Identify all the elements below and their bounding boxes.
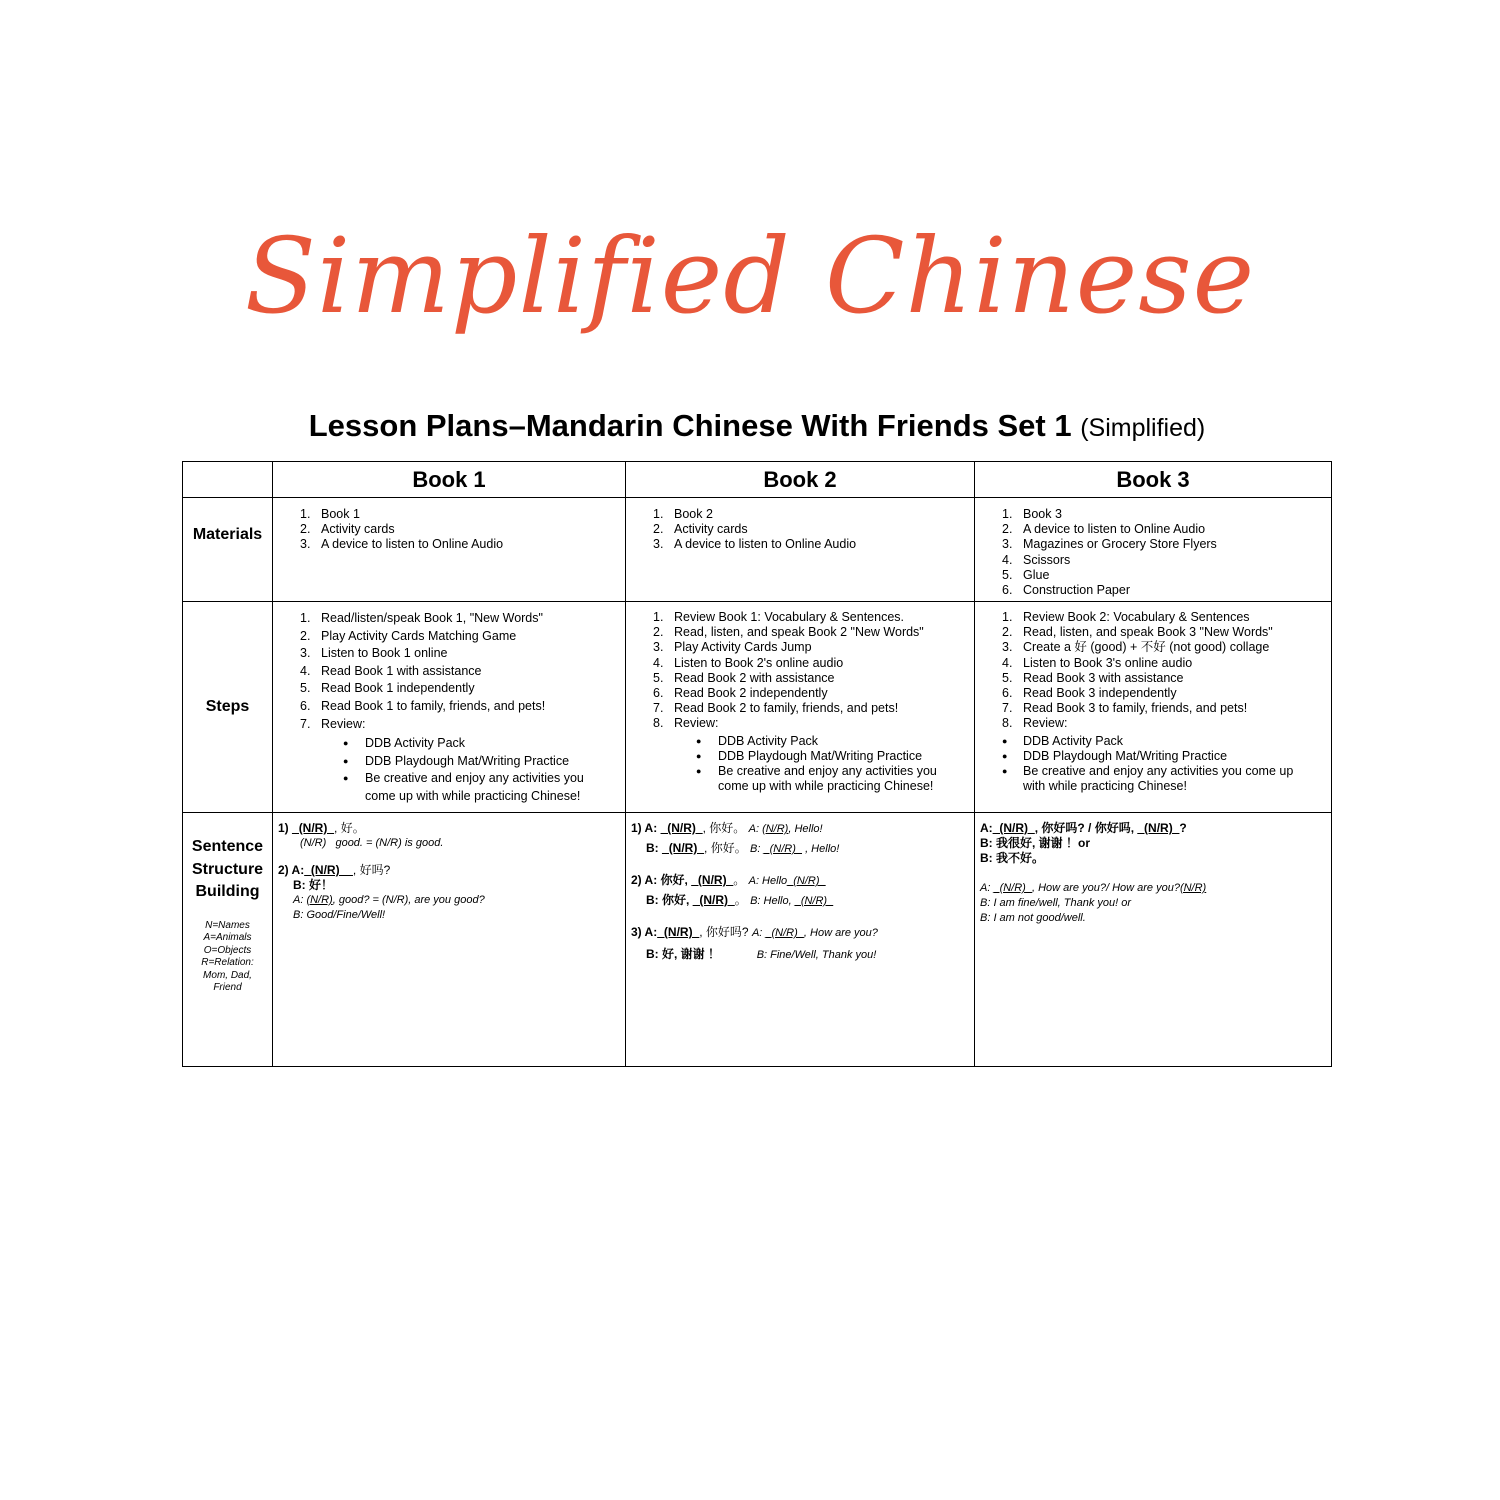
- sentence-line: 3) A:_(N/R)_, 你好吗? A: _(N/R)_, How are you?: [631, 925, 878, 939]
- sentence-line: 2) A:_(N/R)__, 好吗?: [278, 863, 391, 877]
- bullet-item: ● DDB Playdough Mat/Writing Practice: [273, 753, 625, 771]
- sentences-book2: [626, 813, 975, 1067]
- steps-book1: [273, 602, 626, 813]
- steps-book3: [975, 602, 1332, 813]
- bullet-item: ● Be creative and enjoy any activities you come up with while practicing Chinese!: [975, 764, 1331, 794]
- bullet-item: ● DDB Activity Pack: [273, 735, 625, 753]
- materials-book2: [626, 498, 975, 602]
- list-item: 5. Glue: [1002, 567, 1050, 582]
- bullet-item: ● DDB Playdough Mat/Writing Practice: [626, 749, 974, 764]
- list-item: 1. Review Book 2: Vocabulary & Sentences: [1002, 610, 1250, 624]
- column-header-book3: Book 3: [975, 462, 1332, 498]
- list-item: 3. Create a 好 (good) + 不好 (not good) collage: [1002, 640, 1270, 655]
- sentence-line: B: 好！: [293, 878, 333, 892]
- sentence-line: 1) A: _(N/R)_, 你好。 A: (N/R), Hello!: [631, 821, 823, 835]
- sentence-line: B: 我很好, 谢谢 ！or: [980, 836, 1090, 850]
- list-item: 4. Scissors: [1002, 552, 1071, 567]
- abbreviation-legend: N=Names A=Animals O=Objects R=Relation: Mom, Dad, Friend: [201, 919, 254, 994]
- page-heading: Simplified Chinese: [244, 215, 1256, 337]
- sentence-line: B: 你好, _(N/R)_。 B: Hello, _(N/R)_: [646, 893, 834, 907]
- sentences-book1: [273, 813, 626, 1067]
- sentence-translation: A: _(N/R)_, How are you?/ How are you?(N/R): [980, 882, 1207, 894]
- list-item: 6. Construction Paper: [1002, 583, 1131, 598]
- steps-book2: [626, 602, 975, 813]
- list-item: 5. Read Book 3 with assistance: [1002, 670, 1184, 685]
- materials-book3: [975, 498, 1332, 602]
- list-item: 2. Read, listen, and speak Book 2 "New Words": [653, 625, 924, 640]
- bullet-item: ● Be creative and enjoy any activities you come up with while practicing Chinese!: [273, 770, 625, 805]
- list-item: 3. Listen to Book 1 online: [300, 646, 448, 661]
- sentence-line: B: 好, 谢谢 ！ B: Fine/Well, Thank you!: [646, 947, 877, 961]
- list-item: 6. Read Book 2 independently: [653, 686, 828, 701]
- sentence-label-line: Structure: [191, 860, 264, 878]
- list-item: 7. Read Book 2 to family, friends, and pets!: [653, 701, 899, 716]
- list-item: 2. Activity cards: [300, 522, 395, 537]
- list-item: 4. Read Book 1 with assistance: [300, 663, 482, 678]
- corner-cell: [183, 462, 273, 498]
- sentence-line: A:_(N/R)_, 你好吗? / 你好吗, _(N/R)_?: [980, 821, 1187, 835]
- steps-label: Steps: [183, 602, 273, 813]
- list-item: 1. Book 2: [653, 507, 713, 521]
- sentence-line: 2) A: 你好, _(N/R)_。 A: Hello_(N/R)_: [631, 873, 826, 887]
- sentence-line: B: _(N/R)_, 你好。 B: _(N/R)_ , Hello!: [646, 841, 840, 855]
- sentence-line: 1) _(N/R)_, 好。: [278, 821, 365, 835]
- list-item: 3. A device to listen to Online Audio: [300, 537, 504, 552]
- list-item: 4. Listen to Book 3's online audio: [1002, 655, 1193, 670]
- sentences-book3: [975, 813, 1332, 1067]
- sentence-translation: B: I am not good/well.: [980, 912, 1086, 924]
- sentence-label-line: Building: [195, 883, 260, 901]
- list-item: 7. Review:: [300, 716, 366, 731]
- materials-label: Materials: [183, 498, 273, 602]
- list-item: 3. Magazines or Grocery Store Flyers: [1002, 537, 1217, 552]
- column-header-book2: Book 2: [626, 462, 975, 498]
- document-title-main: Lesson Plans–Mandarin Chinese With Friends Set 1: [308, 408, 1072, 443]
- list-item: 6. Read Book 1 to family, friends, and pets!: [300, 698, 546, 713]
- list-item: 2. A device to listen to Online Audio: [1002, 522, 1206, 537]
- lesson-plan-table: [182, 461, 1332, 1067]
- sentence-translation: B: I am fine/well, Thank you! or: [980, 897, 1132, 909]
- list-item: 7. Read Book 3 to family, friends, and pets!: [1002, 701, 1248, 716]
- sentence-translation: A: (N/R), good? = (N/R), are you good?: [293, 894, 485, 906]
- sentence-line: B: 我不好。: [980, 851, 1044, 865]
- list-item: 3. Play Activity Cards Jump: [653, 640, 812, 655]
- list-item: 1. Review Book 1: Vocabulary & Sentences.: [653, 610, 904, 624]
- list-item: 2. Play Activity Cards Matching Game: [300, 628, 517, 643]
- bullet-item: ● DDB Playdough Mat/Writing Practice: [975, 749, 1331, 764]
- column-header-book1: Book 1: [273, 462, 626, 498]
- list-item: 6. Read Book 3 independently: [1002, 686, 1177, 701]
- sentence-label-line: Sentence: [191, 838, 264, 856]
- list-item: 8. Review:: [653, 716, 719, 731]
- document-title-sub: (Simplified): [1080, 414, 1206, 442]
- sentence-translation: (N/R) good. = (N/R) is good.: [300, 837, 444, 849]
- materials-row: [183, 498, 1332, 602]
- table-header-row: [183, 462, 1332, 498]
- list-item: 1. Read/listen/speak Book 1, "New Words": [300, 611, 543, 625]
- bullet-item: ● Be creative and enjoy any activities you come up with while practicing Chinese!: [626, 764, 974, 794]
- materials-book1: [273, 498, 626, 602]
- list-item: 5. Read Book 2 with assistance: [653, 670, 835, 685]
- list-item: 1. Book 1: [300, 507, 360, 521]
- sentence-row: [183, 813, 1332, 1067]
- list-item: 2. Activity cards: [653, 522, 748, 537]
- list-item: 5. Read Book 1 independently: [300, 681, 475, 696]
- list-item: 1. Book 3: [1002, 507, 1062, 521]
- list-item: 4. Listen to Book 2's online audio: [653, 655, 844, 670]
- list-item: 3. A device to listen to Online Audio: [653, 537, 857, 552]
- sentence-label: [183, 813, 273, 1067]
- steps-row: [183, 602, 1332, 813]
- bullet-item: ● DDB Activity Pack: [626, 734, 974, 749]
- sentence-translation: B: Good/Fine/Well!: [293, 909, 386, 921]
- list-item: 8. Review:: [1002, 716, 1068, 731]
- bullet-item: ● DDB Activity Pack: [975, 734, 1331, 749]
- list-item: 2. Read, listen, and speak Book 3 "New Words": [1002, 625, 1273, 640]
- document-title: [0, 408, 1500, 444]
